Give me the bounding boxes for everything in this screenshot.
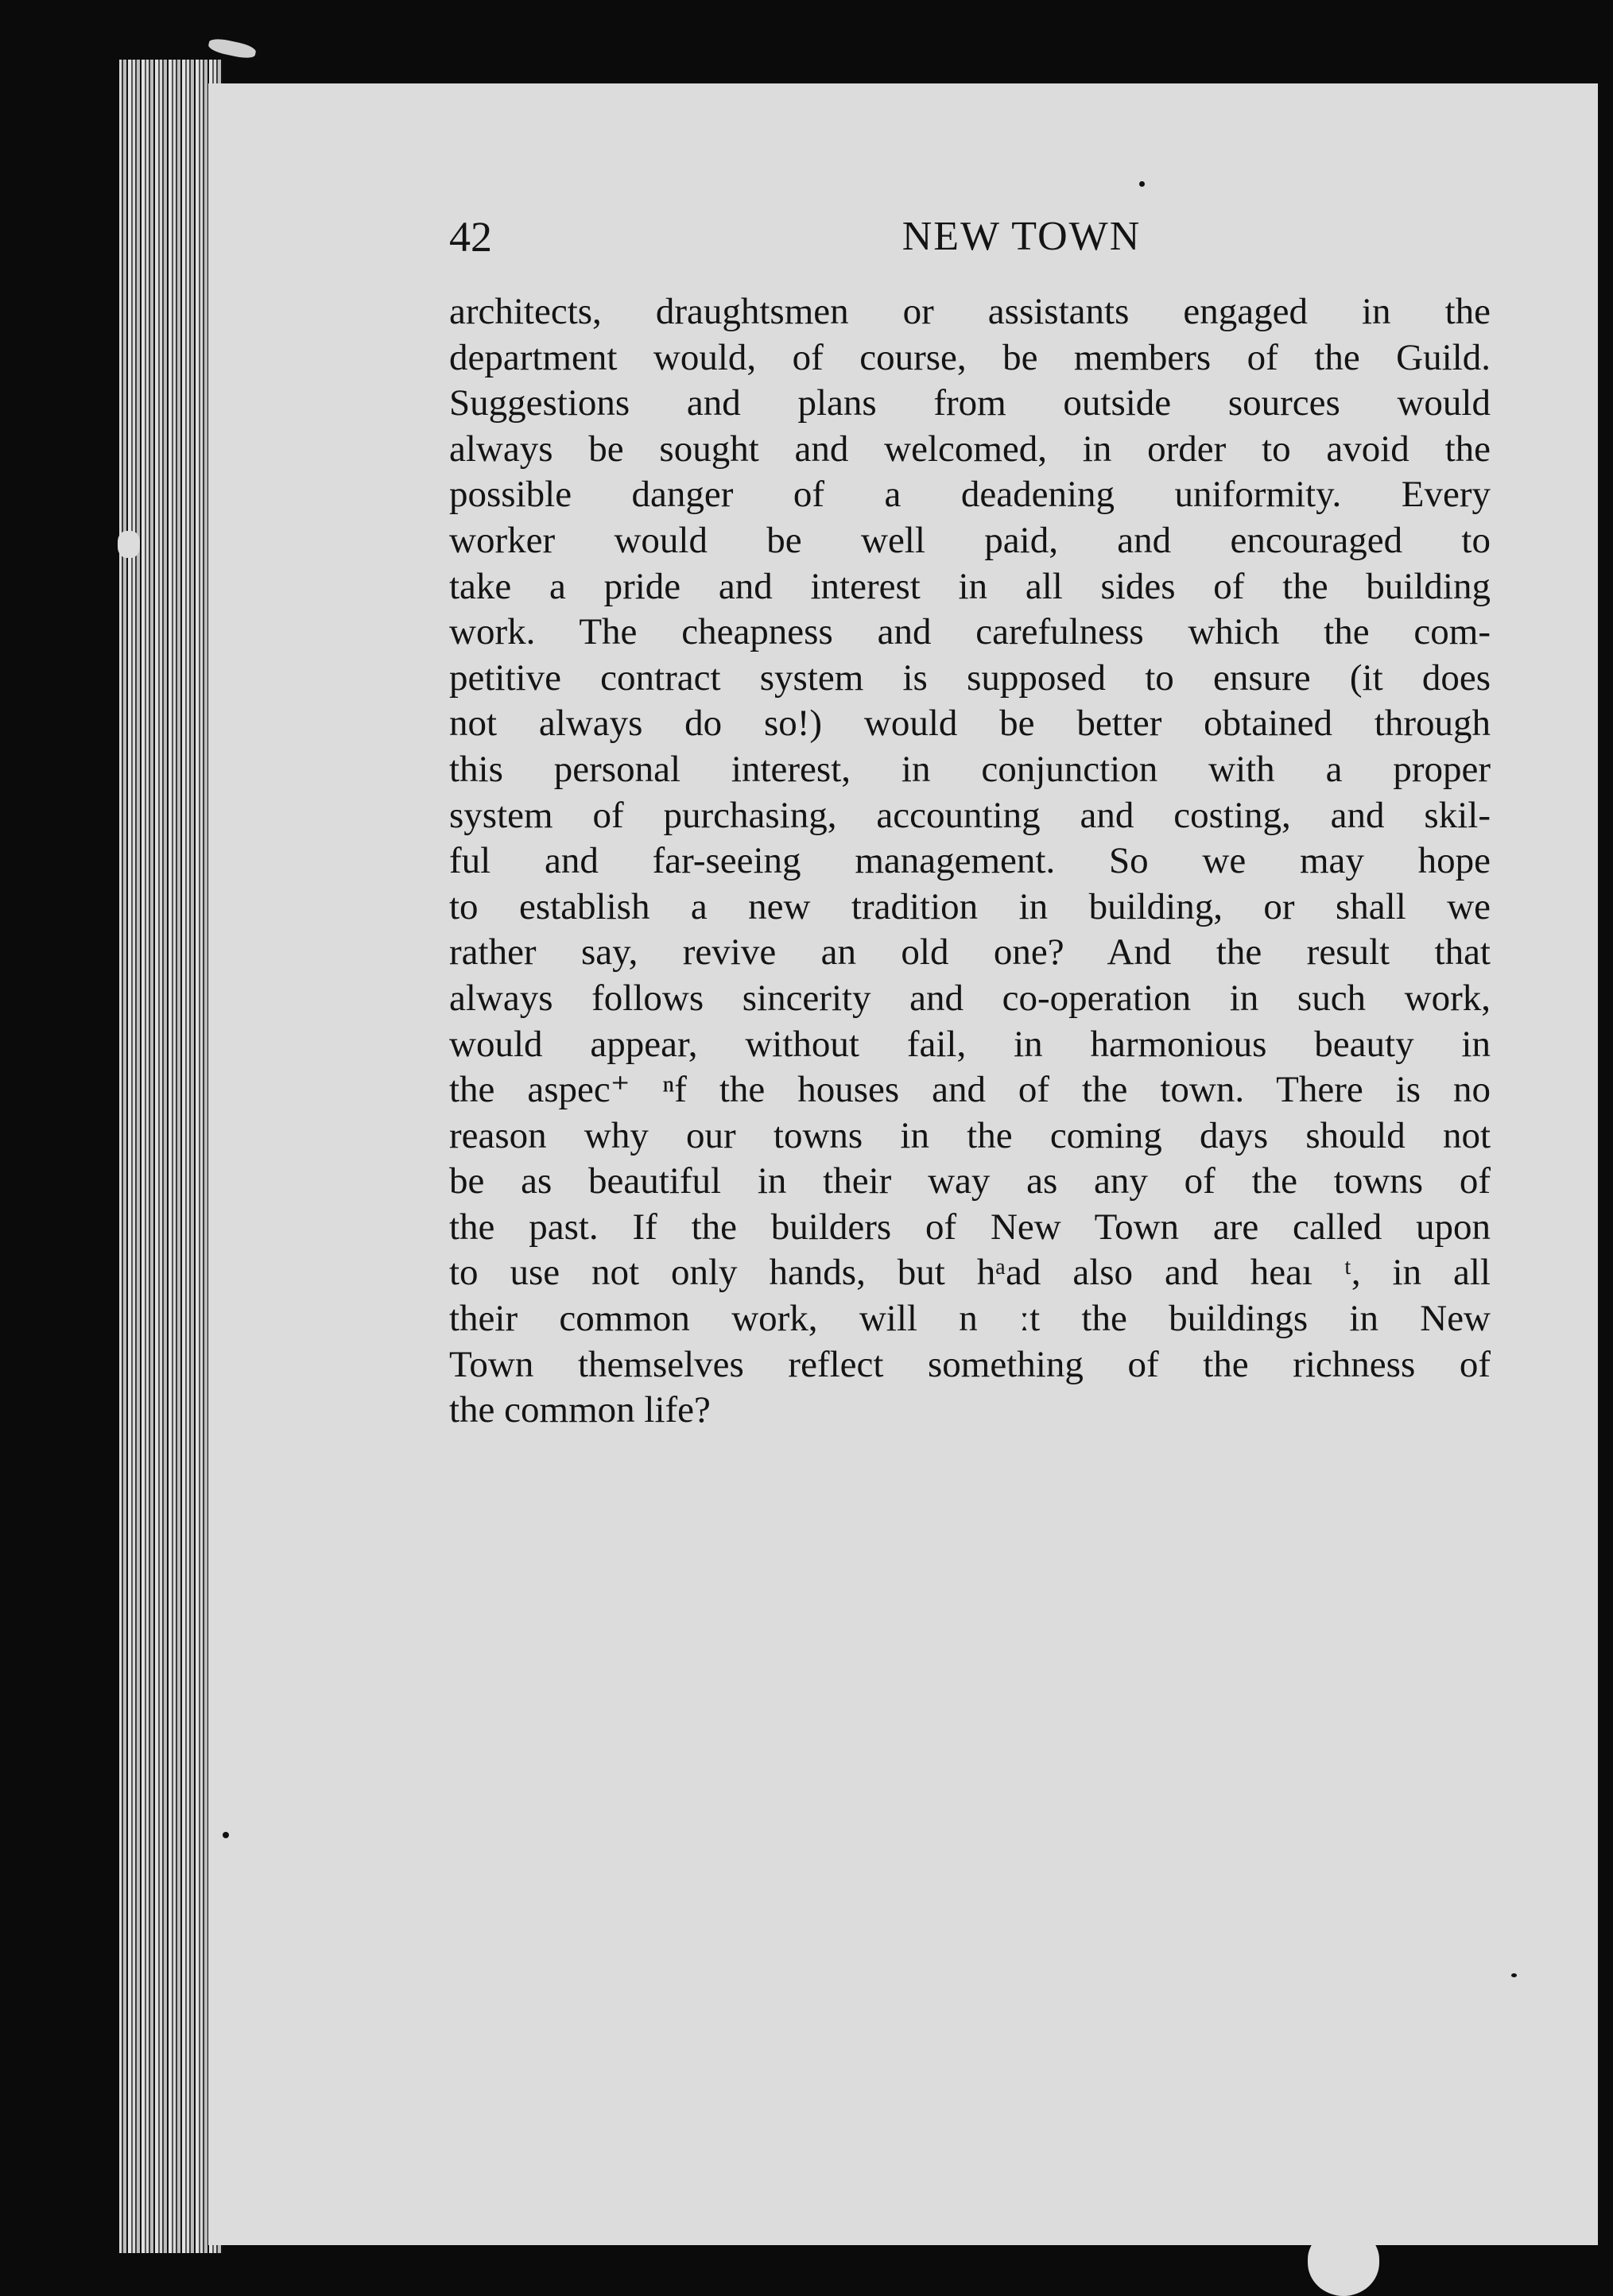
text-line: system of purchasing, accounting and costing, and skil- — [449, 794, 1491, 836]
text-line: would appear, without fail, in harmonious beauty in — [449, 1023, 1491, 1065]
text-line: this personal interest, in conjunction with a proper — [449, 748, 1491, 790]
text-line: rather say, revive an old one? And the result that — [449, 931, 1491, 974]
text-line: the common life? — [449, 1389, 711, 1431]
scan-artifact — [207, 37, 257, 60]
scan-artifact — [118, 531, 140, 558]
text-line: not always do so!) would be better obtained through — [449, 703, 1491, 745]
text-line: architects, draughtsmen or assistants engaged in the — [449, 291, 1491, 332]
text-line: worker would be well paid, and encouraged to — [449, 519, 1491, 561]
scan-speck — [1511, 1973, 1517, 1977]
text-line: their common work, will n ːt the buildings in New — [449, 1298, 1491, 1340]
text-line: the aspec⁺ ⁿf the houses and of the town. There is no — [449, 1069, 1491, 1111]
text-line: always follows sincerity and co-operation in such work, — [449, 977, 1491, 1019]
text-line: to use not only hands, but hᵃad also and heaı ᵗ, in all — [449, 1252, 1491, 1294]
scan-artifact — [1308, 2229, 1379, 2296]
text-line: take a pride and interest in all sides of the building — [449, 565, 1491, 607]
body-paragraph — [449, 289, 1491, 1434]
page-header — [449, 205, 1499, 269]
text-line: Town themselves reflect something of the richness of — [449, 1343, 1491, 1385]
text-line: Suggestions and plans from outside sources would — [449, 382, 1491, 424]
page-edges — [119, 60, 223, 2253]
page-number: 42 — [449, 213, 492, 261]
text-line: reason why our towns in the coming days should not — [449, 1114, 1491, 1156]
scan-speck — [223, 1832, 229, 1838]
scan-speck — [1139, 181, 1145, 187]
text-line: always be sought and welcomed, in order to avoid the — [449, 428, 1491, 470]
running-title: NEW TOWN — [901, 214, 1142, 259]
text-line: to establish a new tradition in building, or shall we — [449, 885, 1491, 927]
text-line: petitive contract system is supposed to ensure (it does — [449, 656, 1491, 699]
text-line: ful and far-seeing management. So we may hope — [449, 840, 1491, 882]
text-line: work. The cheapness and carefulness which the com- — [449, 611, 1491, 653]
text-line: department would, of course, be members of the Guild. — [449, 336, 1491, 378]
text-line: possible danger of a deadening uniformity. Every — [449, 474, 1491, 516]
text-line: be as beautiful in their way as any of the towns of — [449, 1160, 1491, 1202]
text-line: the past. If the builders of New Town are called upon — [449, 1206, 1491, 1248]
